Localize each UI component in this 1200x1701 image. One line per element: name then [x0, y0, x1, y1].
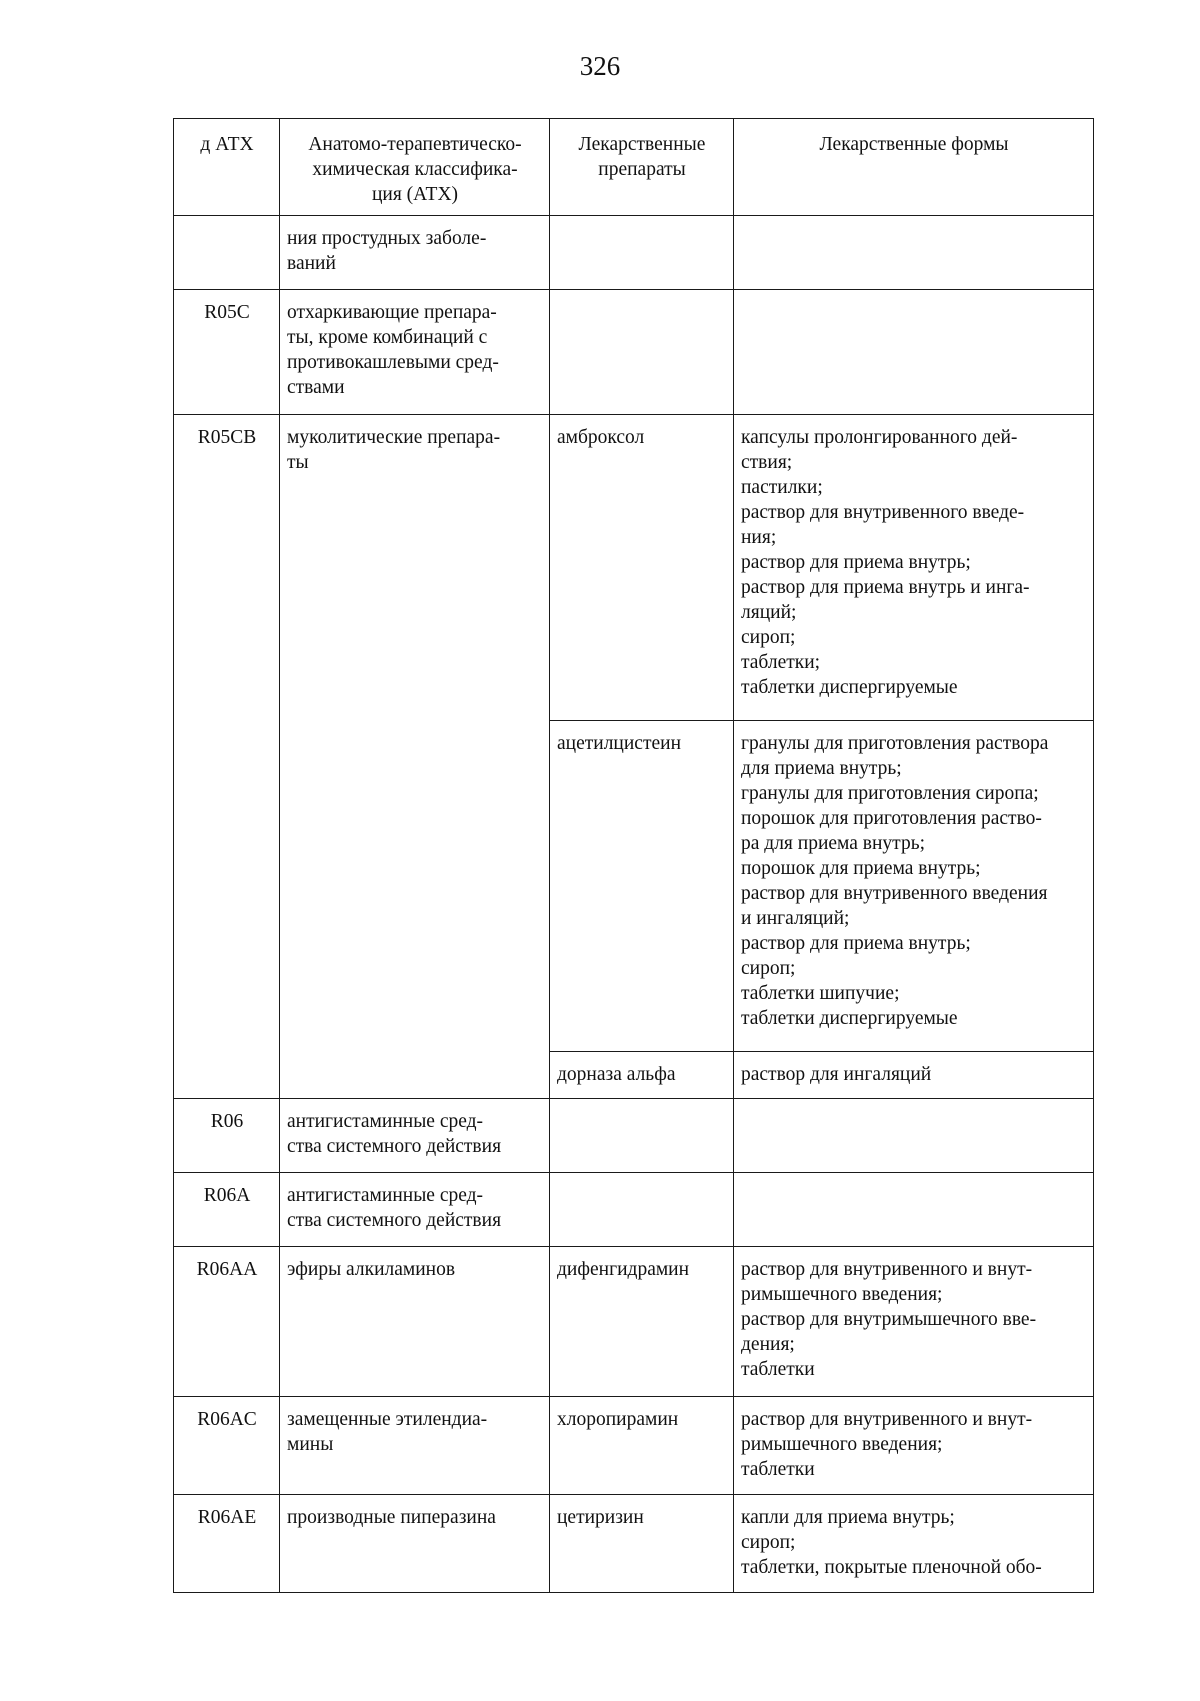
table-row [174, 415, 1094, 721]
dosage-forms: раствор для внутривенного и внут- римышечного введения; таблетки [734, 1397, 1094, 1495]
dosage-forms: капсулы пролонгированного дей- ствия; пастилки; раствор для внутривенного введе- ния; раствор для приема внутрь; раствор для приема внутрь и инга- ляций; сироп; таблетки; таблетки диспергируемые [734, 415, 1094, 721]
table-row [174, 216, 1094, 290]
atx-table [173, 118, 1094, 1593]
page-number: 326 [579, 51, 621, 81]
atx-code: R06AE [174, 1495, 280, 1593]
drug-name: дорназа альфа [550, 1052, 734, 1099]
dosage-forms: раствор для внутривенного и внут- римышечного введения; раствор для внутримышечного вве- дения; таблетки [734, 1247, 1094, 1397]
table-row [174, 1173, 1094, 1247]
classification: отхаркивающие препара- ты, кроме комбинаций с противокашлевыми сред- ствами [280, 290, 550, 415]
dosage-forms: капли для приема внутрь; сироп; таблетки, покрытые пленочной обо- [734, 1495, 1094, 1593]
dosage-forms: гранулы для приготовления раствора для приема внутрь; гранулы для приготовления сиропа; порошок для приготовления раство- ра для приема внутрь; порошок для приема внутрь; раствор для внутривенного введения и ингаляций; раствор для приема внутрь; сироп; таблетки шипучие; таблетки диспергируемые [734, 721, 1094, 1052]
atx-code: R05CB [174, 415, 280, 1099]
atx-code: R06 [174, 1099, 280, 1173]
drug-name: хлоропирамин [550, 1397, 734, 1495]
classification: антигистаминные сред- ства системного действия [280, 1173, 550, 1247]
drug-name: ацетилцистеин [550, 721, 734, 1052]
table-row [174, 1495, 1094, 1593]
classification: антигистаминные сред- ства системного действия [280, 1099, 550, 1173]
atx-code [174, 216, 280, 290]
table-row [174, 1247, 1094, 1397]
table-header-row [174, 119, 1094, 216]
drug-name: дифенгидрамин [550, 1247, 734, 1397]
classification: замещенные этилендиа- мины [280, 1397, 550, 1495]
drug-name [550, 1173, 734, 1247]
dosage-forms: раствор для ингаляций [734, 1052, 1094, 1099]
atx-code: R06AC [174, 1397, 280, 1495]
classification: эфиры алкиламинов [280, 1247, 550, 1397]
table-row [174, 1099, 1094, 1173]
drug-name [550, 1099, 734, 1173]
dosage-forms [734, 216, 1094, 290]
header-classification: Анатомо-терапевтическо- химическая классифика- ция (АТХ) [280, 119, 550, 216]
atx-code: R05C [174, 290, 280, 415]
classification: производные пиперазина [280, 1495, 550, 1593]
dosage-forms [734, 1173, 1094, 1247]
classification: муколитические препара- ты [280, 415, 550, 1099]
header-drugs: Лекарственные препараты [550, 119, 734, 216]
atx-code: R06AA [174, 1247, 280, 1397]
drug-name [550, 290, 734, 415]
header-code: д АТХ [174, 119, 280, 216]
table-row [174, 290, 1094, 415]
header-forms: Лекарственные формы [734, 119, 1094, 216]
table-row [174, 1397, 1094, 1495]
classification: ния простудных заболе- ваний [280, 216, 550, 290]
drug-name: амброксол [550, 415, 734, 721]
drug-name [550, 216, 734, 290]
dosage-forms [734, 290, 1094, 415]
dosage-forms [734, 1099, 1094, 1173]
drug-name: цетиризин [550, 1495, 734, 1593]
atx-code: R06A [174, 1173, 280, 1247]
